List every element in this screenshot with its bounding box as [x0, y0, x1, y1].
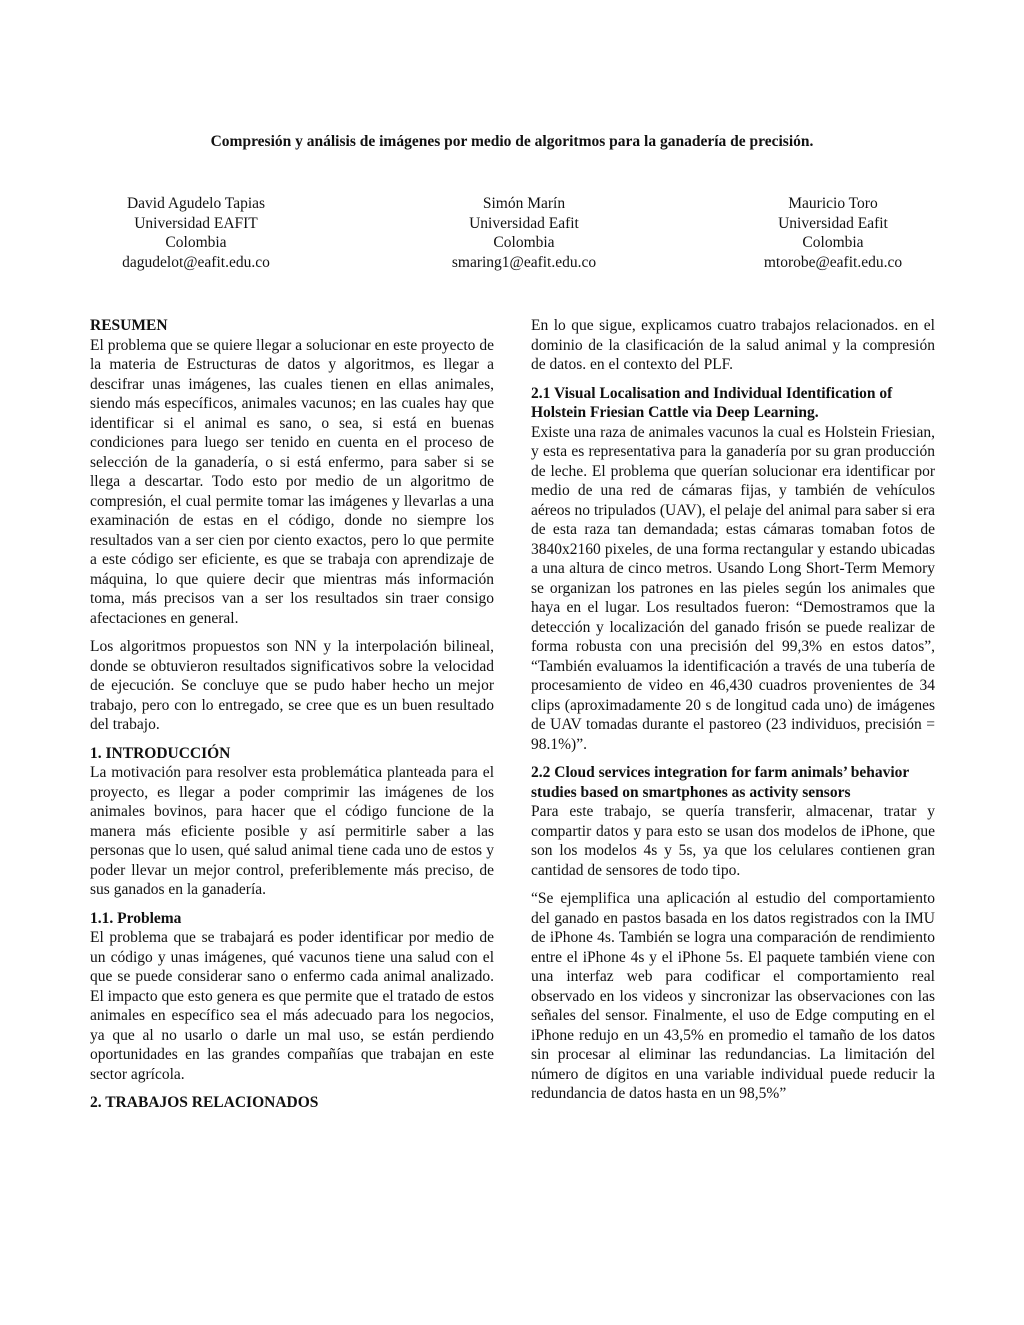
author-name: David Agudelo Tapias [126, 195, 266, 212]
author-country: Colombia [802, 234, 864, 251]
author-block [0, 194, 1024, 278]
author-name: Mauricio Toro [788, 195, 878, 212]
author-affiliation: Universidad Eafit [778, 214, 888, 232]
resumen-paragraph-1: El problema que se quiere llegar a solucionar en este proyecto de la materia de Estructuras de datos y algoritmos, es llegar a descifrar unas imágenes, las cuales tienen en ellas animales, siendo más específicos, animales vacunos; en las cuales hay que identificar si el animal es sano, o sea, si está en buenas condiciones para luego ser tenido en cuenta en el proceso de selección de la ganadería, o si está enfermo, para saber si se llega a descartar. Todo esto por medio de un algoritmo de compresión, el cual permite tomar las imágenes y llevarlas a una examinación de estas en el código, donde no siempre los resultados van a ser cien por ciento exactos, pero lo que permite a este código ser eficiente, es que se trabaja con aprendizaje de máquina, lo que quiere decir que mientras más información toma, más precisos van a ser los resultados sin traer consigo afectaciones en general. [90, 336, 494, 627]
paper-title: Compresión y análisis de imágenes por medio de algoritmos para la ganadería de precisión. [210, 133, 814, 150]
author-country: Colombia [493, 234, 555, 251]
author-2 [394, 194, 654, 272]
introduction-paragraph: La motivación para resolver esta problemática planteada para el proyecto, es llegar a poder comprimir las imágenes de los animales bovinos, para hacer que el código funcione de la manera más eficiente posible y así permitirle saber a las personas que lo usen, qué salud animal tiene cada uno de estos y poder llevar un mejor control, preferiblemente más preciso, de sus ganados en la ganadería. [90, 764, 494, 898]
problema-paragraph: El problema que se trabajará es poder identificar por medio de un código y unas imágenes, qué vacunos tiene una salud con el que se puede considerar sano o enfermo cada animal analizado. El impacto que esto genera es que permite que el tratado de estos animales en específico sea el más adecuado para los negocios, ya que al no usarlo o darle un mal uso, se están perdiendo oportunidades en las grandes compañías que trabajan en este sector agrícola. [90, 929, 494, 1083]
section-2-2-quote: “Se ejemplifica una aplicación al estudio del comportamiento del ganado en pastos basada en los datos registrados con la IMU de iPhone 4s. También se logra una comparación de rendimiento entre el iPhone 4s y el iPhone 5s. El paquete también viene con una interfaz web para codificar el comportamiento real observado en los videos y sincronizar las observaciones con las señales del sensor. Finalmente, el uso de Edge computing en el iPhone redujo en un 43,5% en promedio el tamaño de los datos sin procesar al eliminar las redundancias. La limitación del número de dígitos en una variable individual puede reducir la redundancia de datos hasta en un 98,5%” [531, 890, 935, 1102]
author-affiliation: Universidad Eafit [469, 214, 579, 232]
author-email: smaring1@eafit.edu.co [451, 253, 597, 271]
author-name: Simón Marín [482, 195, 566, 212]
section-2-2-paragraph: Para este trabajo, se quería transferir, almacenar, tratar y compartir datos y para esto se usan dos modelos de iPhone, que son los modelos 4s y 5s, ya que los celulares contienen gran cantidad de sensores de todo tipo. [531, 803, 935, 879]
trabajos-heading: 2. TRABAJOS RELACIONADOS [90, 1094, 319, 1111]
section-2-1-heading: 2.1 Visual Localisation and Individual Identification of Holstein Friesian Cattle via Deep Learning. [531, 384, 893, 421]
author-affiliation: Universidad EAFIT [134, 214, 258, 232]
author-email: mtorobe@eafit.edu.co [763, 253, 903, 271]
introduction-heading: 1. INTRODUCCIÓN [90, 744, 231, 762]
author-1 [66, 194, 326, 272]
related-intro-paragraph: En lo que sigue, explicamos cuatro trabajos relacionados. en el dominio de la clasificación de la salud animal y la compresión de datos. en el contexto del PLF. [531, 317, 935, 373]
problema-heading: 1.1. Problema [90, 909, 182, 927]
resumen-heading: RESUMEN [90, 317, 168, 334]
right-column [531, 316, 935, 1113]
left-column [90, 316, 494, 1113]
author-3 [703, 194, 963, 272]
author-email: dagudelot@eafit.edu.co [122, 253, 270, 271]
section-2-2-heading: 2.2 Cloud services integration for farm animals’ behavior studies based on smartphones as activity sensors [531, 764, 909, 801]
section-2-1-paragraph: Existe una raza de animales vacunos la cual es Holstein Friesian, y esta es representativa para la ganadería por su gran producción de leche. El problema que querían solucionar era identificar por medio de una red de cámaras fijas, y también de vehículos aéreos no tripulados (UAV), el pelaje del animal para saber si era de esta raza tan demandada; estas cámaras tomaban fotos de 3840x2160 pixeles, de una forma rectangular y estando ubicadas a una altura de cinco metros. Usando Long Short-Term Memory se organizan los patrones en las pieles según los animales que haya en el lugar. Los resultados fueron: “Demostramos que la detección y localización del ganado frisón se puede realizar de forma robusta con una precisión del 99,3% en estos datos”, “También evaluamos la identificación a través de una tubería de procesamiento de video en 46,430 cuadros provenientes de 34 clips (aproximadamente 20 s de longitud cada uno) de imágenes de UAV tomadas durante el pastoreo (23 individuos, precisión = 98.1%)”. [531, 423, 935, 753]
resumen-paragraph-2: Los algoritmos propuestos son NN y la interpolación bilineal, donde se obtuvieron resultados significativos sobre la velocidad de ejecución. Se concluye que se pudo haber hecho un mejor trabajo, pero con lo entregado, se cree que es un buen resultado del trabajo. [90, 638, 494, 733]
author-country: Colombia [165, 234, 227, 251]
